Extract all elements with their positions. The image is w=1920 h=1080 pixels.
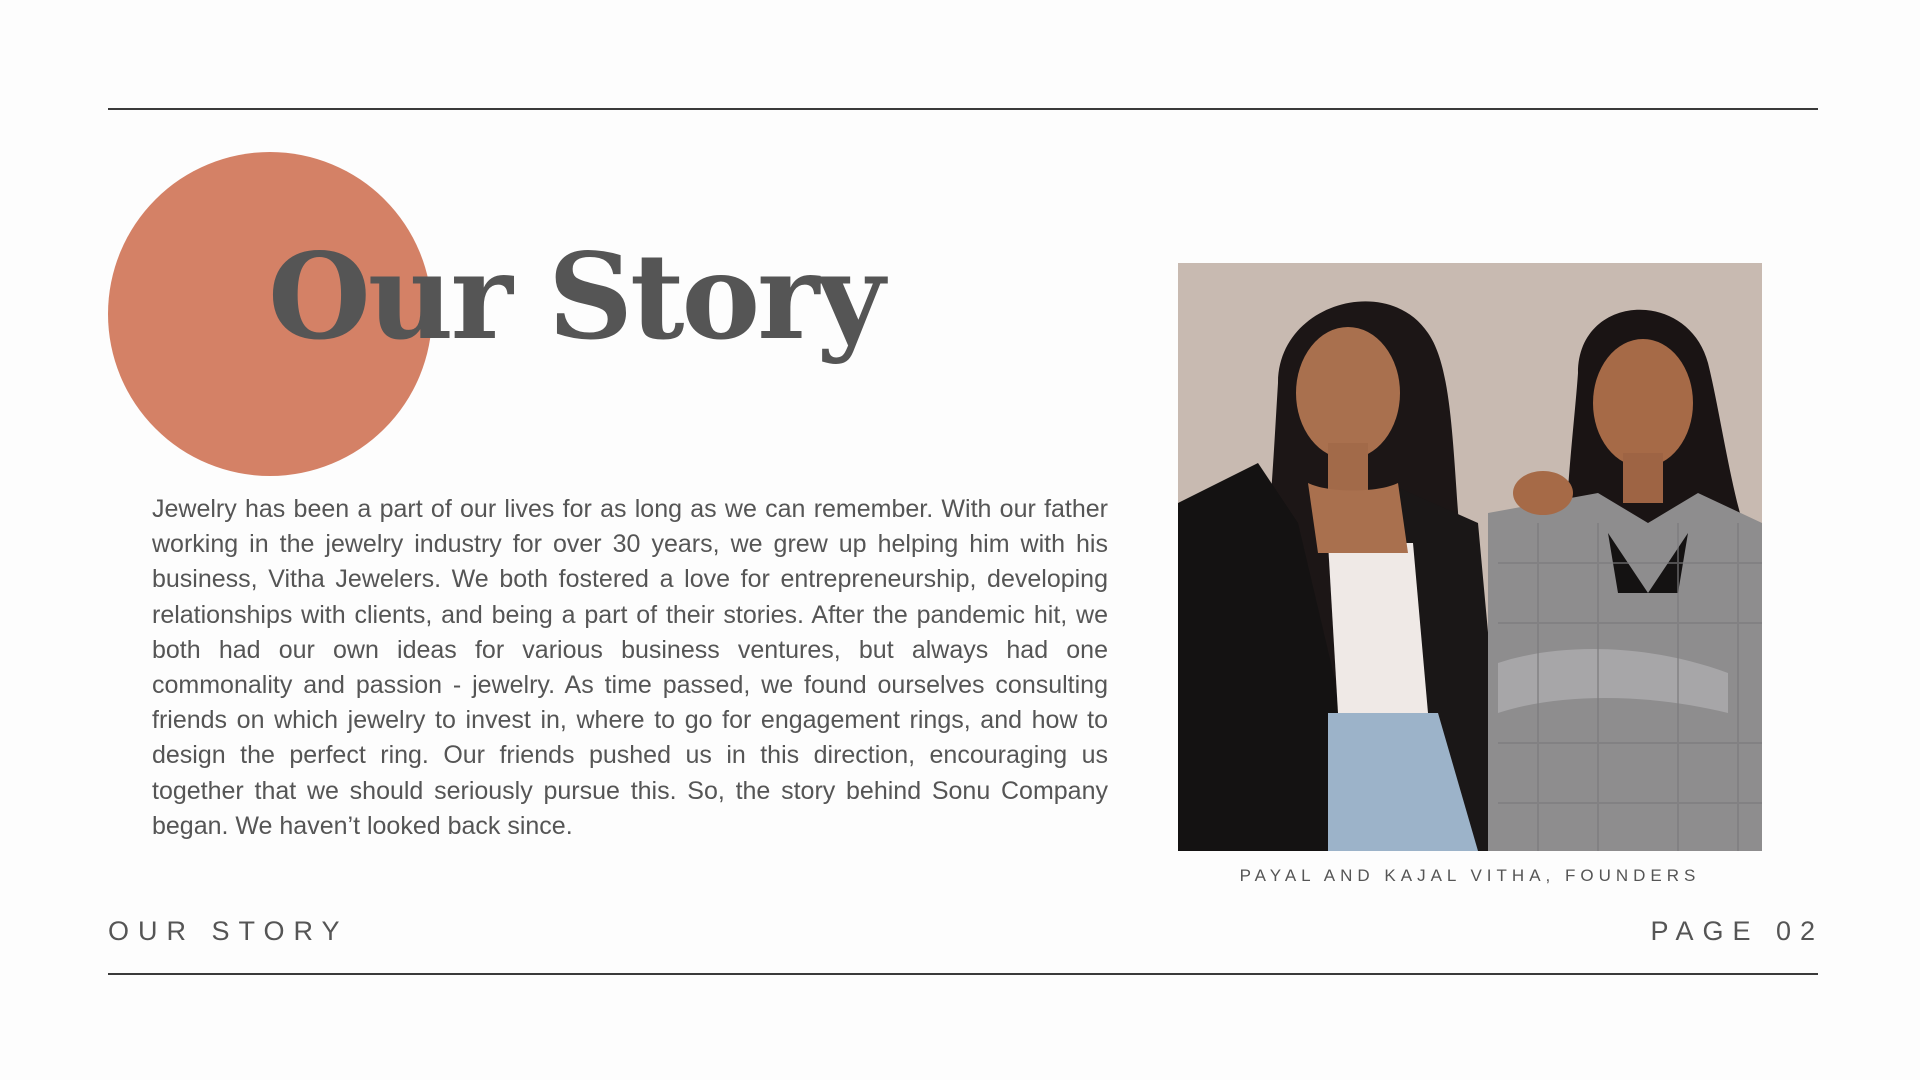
top-divider xyxy=(108,108,1818,110)
bottom-divider xyxy=(108,973,1818,975)
footer-section-label: OUR STORY xyxy=(108,916,349,946)
footer-page-number: PAGE 02 xyxy=(1650,916,1824,946)
founders-photo xyxy=(1178,263,1762,851)
page-title: Our Story xyxy=(268,227,882,366)
photo-caption: PAYAL AND KAJAL VITHA, FOUNDERS xyxy=(1239,866,1701,885)
story-paragraph: Jewelry has been a part of our lives for as long as we can remember. With our father working in the jewelry industry for over 30 years, we grew up helping him with his business, Vitha Jewelers. We both fostered a love for entrepreneurship, developing relationships with clients, and being a part of their stories. After the pandemic hit, we both had our own ideas for various business ventures, but always had one commonality and passion - jewelry. As time passed, we found ourselves consulting friends on which jewelry to invest in, where to go for engagement rings, and how to design the perfect ring. Our friends pushed us in this direction, encouraging us together that we should seriously pursue this. So, the story behind Sonu Company began. We haven’t looked back since. xyxy=(152,495,1108,840)
